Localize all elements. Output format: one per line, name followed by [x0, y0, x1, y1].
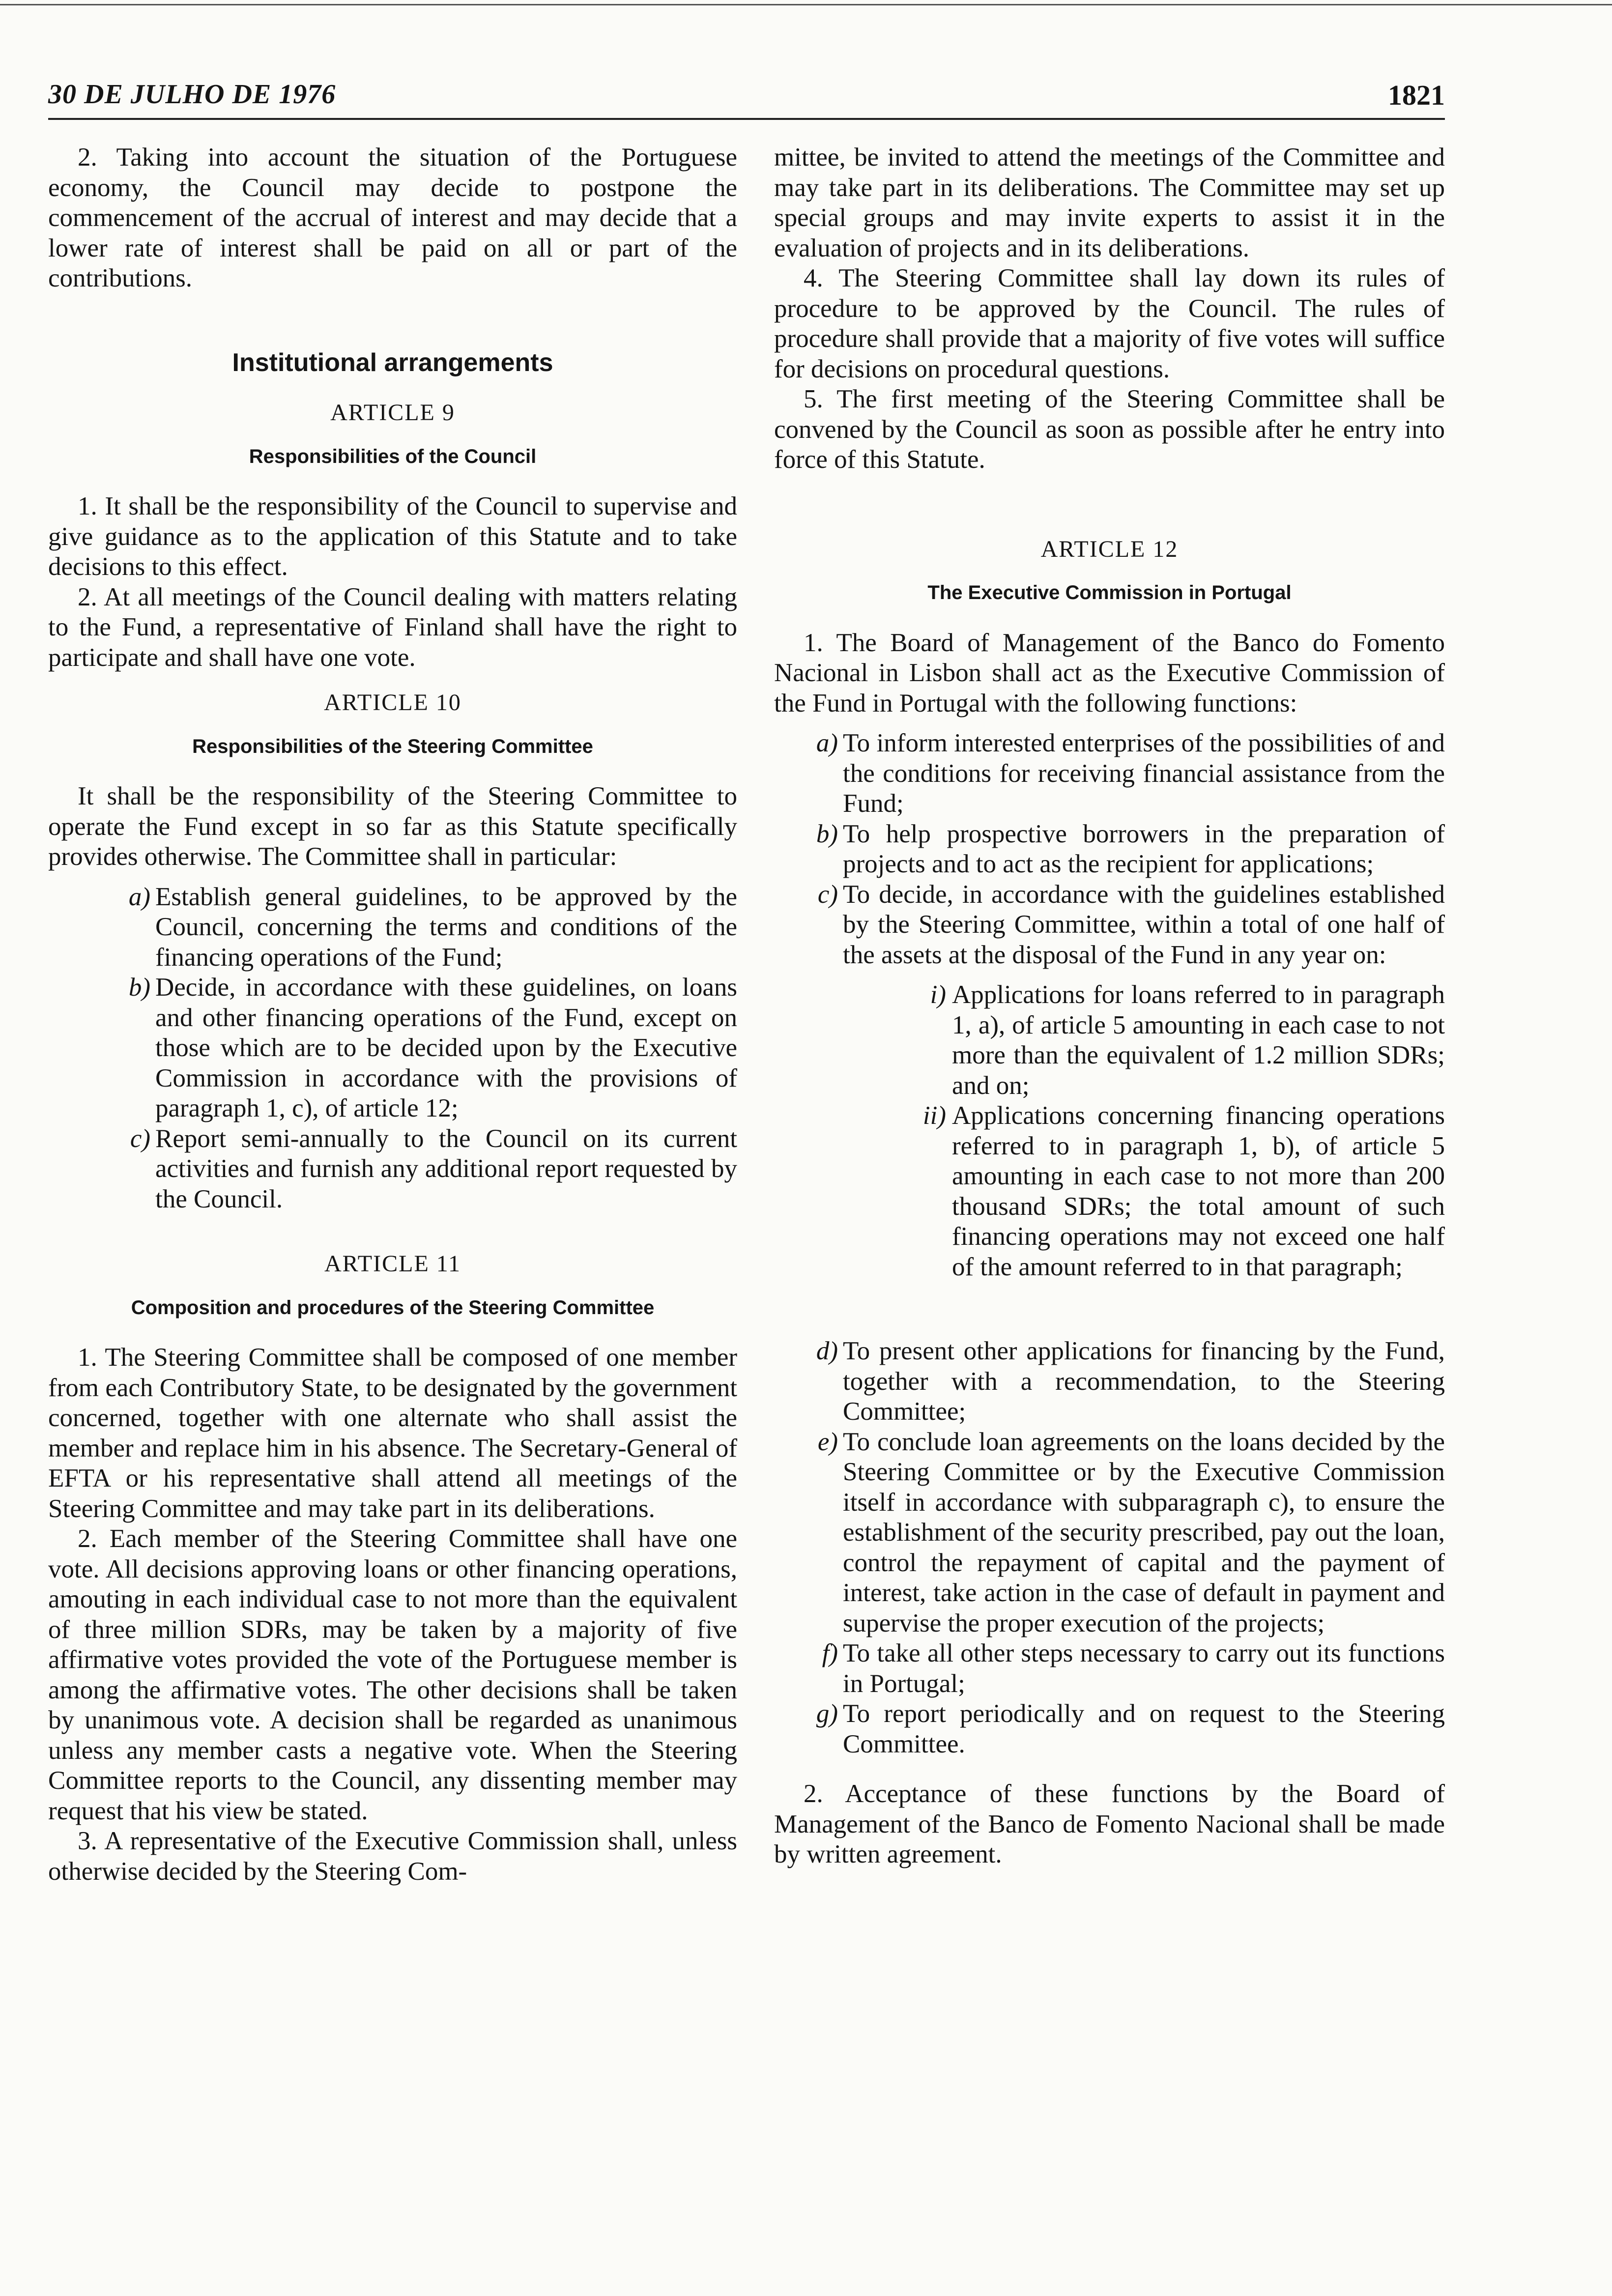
- sub-list-item: [774, 980, 1445, 1101]
- paragraph: 1. It shall be the responsibility of the Council to supervise and give guidance as to the application of this Statute and to take decisions to this effect.: [48, 492, 737, 581]
- spacer: [48, 1214, 737, 1234]
- top-border: [0, 4, 1612, 5]
- page-number: 1821: [1388, 79, 1445, 111]
- item-text: To decide, in accordance with the guidelines established by the Steering Committee, within a total of one half of the assets at the disposal of the Fund in any year on:: [843, 880, 1445, 969]
- item-text: Report semi-annually to the Council on its current activities and furnish any additional report requested by the Council.: [155, 1124, 737, 1213]
- list-item: [48, 882, 737, 973]
- item-text: To report periodically and on request to the Steering Committee.: [843, 1699, 1445, 1758]
- article-heading: ARTICLE 10: [324, 689, 461, 716]
- spacer: [774, 475, 1445, 519]
- list-item: [774, 1638, 1445, 1699]
- item-label: g): [816, 1699, 838, 1728]
- item-text: To help prospective borrowers in the preparation of projects and to act as the recipient for applications;: [843, 819, 1445, 878]
- item-label: c): [130, 1124, 150, 1153]
- paragraph: It shall be the responsibility of the Steering Committee to operate the Fund except in so far as this Statute specifically provides otherwise. The Committee shall in particular:: [48, 782, 737, 871]
- spacer: [774, 1282, 1445, 1326]
- list-item: [774, 1699, 1445, 1759]
- paragraph: 4. The Steering Committee shall lay down its rules of procedure to be approved by the Council. The rules of procedure shall provide that a majority of five votes will suffice for decisions on procedural questions.: [774, 264, 1445, 383]
- list-item: [774, 819, 1445, 880]
- article-subtitle: Responsibilities of the Council: [249, 445, 537, 467]
- header-rule: [48, 118, 1445, 120]
- item-label: a): [128, 882, 150, 911]
- item-text: To present other applications for financing by the Fund, together with a recommendation, to the Steering Committee;: [843, 1337, 1445, 1426]
- section-title: Institutional arrangements: [232, 348, 553, 377]
- list-item: [774, 1427, 1445, 1639]
- list-item: [48, 1124, 737, 1215]
- list-item: [774, 1336, 1445, 1427]
- item-text: To conclude loan agreements on the loans decided by the Steering Committee or by the Executive Commission itself in accordance with subparagraph c), to ensure the establishment of the security prescribed, pay out the loan, control the repayment of capital and the payment of interest, take action in the case of default in payment and supervise the proper execution of the projects;: [843, 1427, 1445, 1637]
- paragraph: 1. The Steering Committee shall be composed of one member from each Contributory State, to be designated by the government concerned, together with one alternate who shall assist the member and replace him in his absence. The Secretary-General of EFTA or his representative shall attend all meetings of the Steering Committee and may take part in its deliberations.: [48, 1343, 737, 1523]
- header-date: 30 DE JULHO DE 1976: [48, 79, 336, 110]
- paragraph: 5. The first meeting of the Steering Committee shall be convened by the Council as soon as possible after he entry into force of this Statute.: [774, 385, 1445, 474]
- article-subtitle: The Executive Commission in Portugal: [927, 582, 1292, 603]
- paragraph: 2. Acceptance of these functions by the Board of Management of the Banco de Fomento Nacional shall be made by written agreement.: [774, 1779, 1445, 1868]
- item-list: [774, 728, 1445, 970]
- item-text: Applications for loans referred to in paragraph 1, a), of article 5 amounting in each case to not more than the equivalent of 1.2 million SDRs; and on;: [952, 980, 1445, 1100]
- spacer: [774, 1759, 1445, 1779]
- sub-list-item: [774, 1101, 1445, 1282]
- item-label: f): [822, 1639, 838, 1667]
- item-label: d): [816, 1337, 838, 1365]
- subitem-list: [774, 980, 1445, 1282]
- item-text: Applications concerning financing operations referred to in paragraph 1, b), of article 5 amounting in each case to not more than 200 thousand SDRs; the total amount of such financing operations may not exceed one half of the amount referred to in that paragraph;: [952, 1101, 1445, 1281]
- item-list: [48, 882, 737, 1215]
- item-text: Establish general guidelines, to be approved by the Council, concerning the terms and conditions of the financing operations of the Fund;: [155, 882, 737, 972]
- paragraph: 2. At all meetings of the Council dealing with matters relating to the Fund, a representative of Finland shall have the right to participate and shall have one vote.: [48, 582, 737, 672]
- item-text: Decide, in accordance with these guidelines, on loans and other financing operations of the Fund, except on those which are to be decided upon by the Executive Commission in accordance with the provisions of paragraph 1, c), of article 12;: [155, 973, 737, 1122]
- article-heading: ARTICLE 12: [1040, 536, 1179, 562]
- article-subtitle: Responsibilities of the Steering Committee: [192, 735, 593, 757]
- article-heading: ARTICLE 11: [324, 1251, 461, 1277]
- item-label: b): [128, 973, 150, 1002]
- item-label: b): [816, 819, 838, 848]
- item-label: e): [817, 1427, 838, 1456]
- item-label: a): [816, 729, 838, 757]
- left-column: [48, 143, 737, 1887]
- list-item: [774, 880, 1445, 971]
- paragraph: 2. Taking into account the situation of the Portuguese economy, the Council may decide to postpone the commencement of the accrual of interest and may decide that a lower rate of interest shall be paid on all or part of the contributions.: [48, 143, 737, 292]
- paragraph: 1. The Board of Management of the Banco do Fomento Nacional in Lisbon shall act as the Executive Commission of the Fund in Portugal with the following functions:: [774, 628, 1445, 718]
- item-text: To inform interested enterprises of the possibilities of and the conditions for receiving financial assistance from the Fund;: [843, 729, 1445, 818]
- item-label: ii): [922, 1101, 946, 1130]
- article-heading: ARTICLE 9: [330, 400, 455, 426]
- list-item: [774, 728, 1445, 819]
- item-list: [774, 1336, 1445, 1759]
- item-text: To take all other steps necessary to carry out its functions in Portugal;: [843, 1639, 1445, 1698]
- article-subtitle: Composition and procedures of the Steering Committee: [131, 1296, 655, 1319]
- right-column: [774, 143, 1445, 1870]
- page-header: [48, 74, 1445, 118]
- paragraph: mittee, be invited to attend the meetings of the Committee and may take part in its deliberations. The Committee may set up special groups and may invite experts to assist it in the evaluation of projects and in its deliberations.: [774, 143, 1445, 262]
- item-label: i): [930, 980, 946, 1009]
- list-item: [48, 973, 737, 1124]
- paragraph: 2. Each member of the Steering Committee shall have one vote. All decisions approving loans or other financing operations, amouting in each individual case to not more than the equivalent of three million SDRs, may be taken by a majority of five affirmative votes provided the vote of the Portuguese member is among the affirmative votes. The other decisions shall be taken by unanimous vote. A decision shall be regarded as unanimous unless any member casts a negative vote. When the Steering Committee reports to the Council, any dissenting member may request that his view be stated.: [48, 1524, 737, 1825]
- item-label: c): [817, 880, 838, 909]
- paragraph: 3. A representative of the Executive Commission shall, unless otherwise decided by the Steering Com-: [48, 1827, 737, 1886]
